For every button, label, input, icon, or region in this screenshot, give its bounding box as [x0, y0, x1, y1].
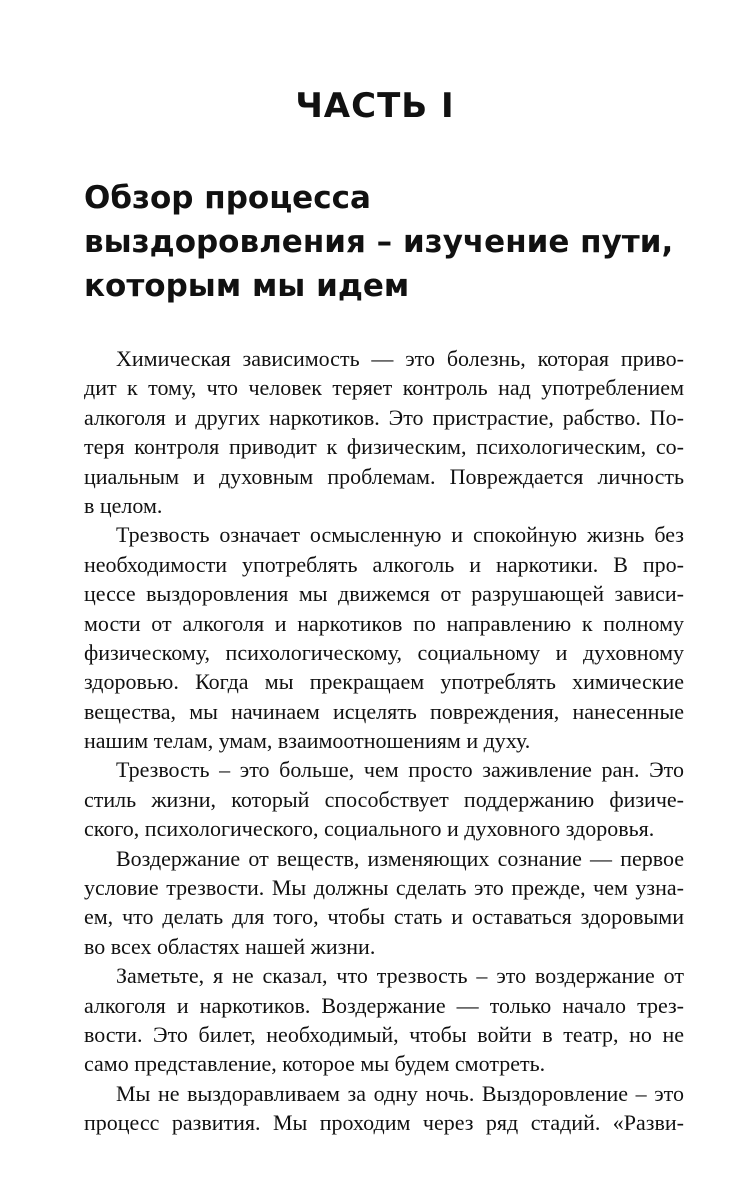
paragraph — [84, 1079, 684, 1138]
text-line: вости. Это билет, необходимый, чтобы войти в театр, но не — [84, 1021, 684, 1047]
paragraph — [84, 961, 684, 1079]
text-line: процесс развития. Мы проходим через ряд стадий. «Разви- — [84, 1110, 684, 1136]
chapter-title — [84, 176, 684, 308]
text-line: необходимости употреблять алкоголь и наркотики. В про- — [84, 551, 684, 577]
text-line: Мы не выздоравливаем за одну ночь. Выздоровление – это — [116, 1080, 684, 1106]
text-line: Трезвость означает осмысленную и спокойную жизнь без — [116, 522, 684, 548]
chapter-title-line: Обзор процесса — [84, 180, 371, 216]
text-line: ем, что делать для того, чтобы стать и оставаться здоровыми — [84, 904, 684, 930]
paragraph — [84, 344, 684, 520]
chapter-title-line: выздоровления – изучение пути, — [84, 224, 674, 260]
text-line: дит к тому, что человек теряет контроль над употреблением — [84, 375, 684, 401]
text-line: алкоголя и других наркотиков. Это пристрастие, рабство. По- — [84, 404, 684, 430]
text-line: ского, психологического, социального и духовного здоровья. — [84, 816, 655, 842]
text-line: физическому, психологическому, социальному и духовному — [84, 639, 684, 665]
text-line: Воздержание от веществ, изменяющих сознание — первое — [116, 845, 684, 871]
text-line: вещества, мы начинаем исцелять повреждения, нанесенные — [84, 698, 684, 724]
text-line: мости от алкоголя и наркотиков по направлению к полному — [84, 610, 684, 636]
text-line: нашим телам, умам, взаимоотношениям и духу. — [84, 728, 531, 754]
body-text — [84, 344, 684, 1138]
text-line: условие трезвости. Мы должны сделать это прежде, чем узна- — [84, 875, 684, 901]
text-line: циальным и духовным проблемам. Повреждается личность — [84, 463, 684, 489]
text-line: во всех областях нашей жизни. — [84, 933, 376, 959]
part-title: ЧАСТЬ I — [295, 86, 455, 126]
text-line: Химическая зависимость — это болезнь, которая приво- — [116, 346, 684, 371]
text-line: алкоголя и наркотиков. Воздержание — только начало трез- — [84, 992, 684, 1018]
text-line: Заметьте, я не сказал, что трезвость – это воздержание от — [116, 963, 684, 989]
text-line: в целом. — [84, 492, 163, 518]
text-line: стиль жизни, который способствует поддержанию физиче- — [84, 786, 684, 812]
paragraph — [84, 844, 684, 962]
text-line: теря контроля приводит к физическим, психологическим, со- — [84, 434, 684, 460]
text-line: Трезвость – это больше, чем просто заживление ран. Это — [116, 757, 684, 783]
text-line: цессе выздоровления мы движемся от разрушающей зависи- — [84, 581, 684, 607]
paragraph — [84, 520, 684, 755]
text-line: само представление, которое мы будем смотреть. — [84, 1051, 546, 1077]
paragraph — [84, 755, 684, 843]
text-line: здоровью. Когда мы прекращаем употреблять химические — [84, 669, 684, 695]
chapter-title-line: которым мы идем — [84, 268, 410, 304]
